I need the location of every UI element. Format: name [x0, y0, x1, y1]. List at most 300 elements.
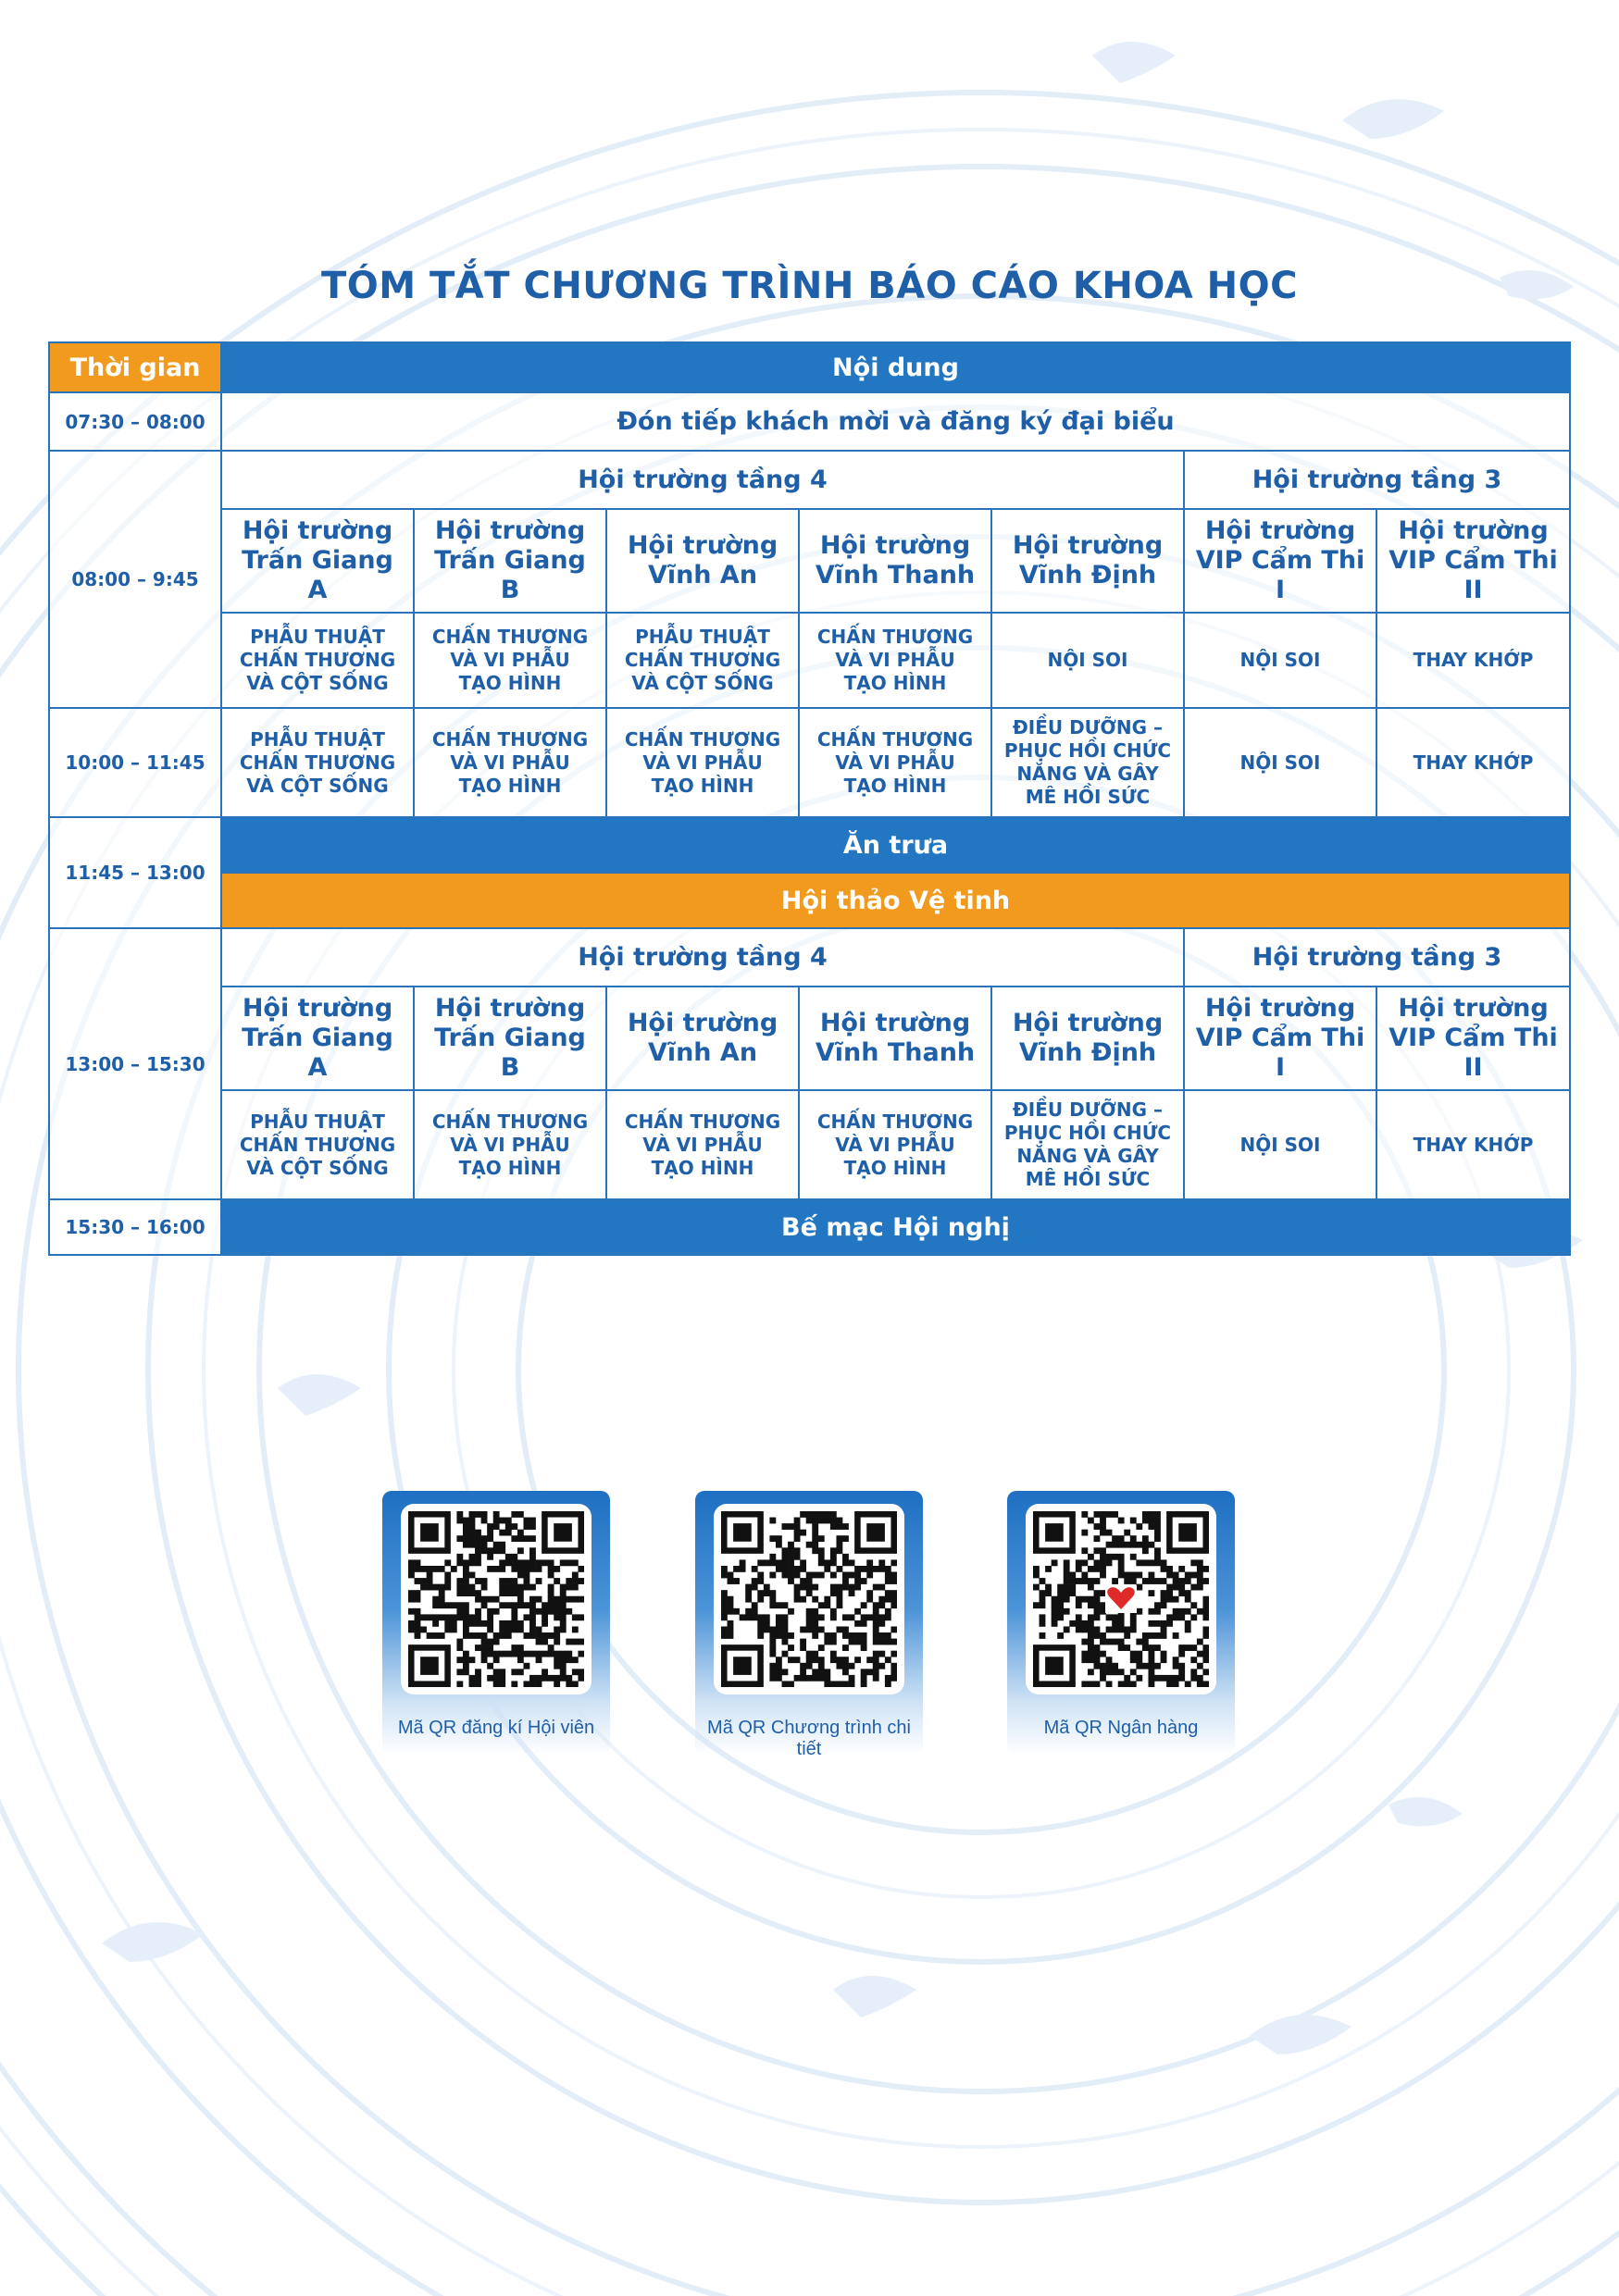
qr-module: [481, 1651, 488, 1657]
qr-module: [1057, 1590, 1064, 1596]
qr-module: [824, 1632, 830, 1639]
qr-module: [1161, 1596, 1167, 1603]
qr-module: [1094, 1608, 1101, 1615]
qr-module: [836, 1602, 842, 1608]
qr-module: [475, 1547, 481, 1554]
qr-module: [572, 1572, 579, 1579]
qr-module: [511, 1578, 517, 1584]
qr-module: [432, 1632, 439, 1639]
qr-module: [812, 1584, 818, 1591]
qr-module: [505, 1518, 512, 1524]
qr-module: [769, 1663, 776, 1669]
qr-module: [463, 1535, 469, 1542]
closing-banner: Bế mạc Hội nghị: [221, 1199, 1570, 1255]
qr-module: [1106, 1511, 1113, 1518]
qr-module: [1142, 1535, 1149, 1542]
qr-module: [493, 1675, 500, 1682]
qr-module: [721, 1596, 728, 1603]
topic-cell: PHẪU THUẬT CHẤN THƯƠNG VÀ CỘT SỐNG: [221, 613, 414, 708]
qr-module: [842, 1535, 849, 1542]
qr-module: [1106, 1614, 1113, 1620]
qr-module: [1178, 1644, 1185, 1651]
qr-module: [1166, 1584, 1173, 1591]
qr-module: [830, 1651, 837, 1657]
qr-module: [1106, 1681, 1113, 1687]
qr-module: [1081, 1681, 1088, 1687]
qr-card-membership[interactable]: [382, 1491, 610, 1755]
qr-module: [487, 1535, 493, 1542]
qr-module: [463, 1518, 469, 1524]
qr-module: [776, 1602, 782, 1608]
qr-module: [1202, 1632, 1209, 1639]
qr-module: [463, 1632, 469, 1639]
topic-cell: NỘI SOI: [1184, 1090, 1376, 1199]
qr-module: [523, 1566, 529, 1572]
qr-module: [523, 1614, 529, 1620]
qr-module: [1154, 1663, 1161, 1669]
qr-module: [487, 1644, 493, 1651]
qr-module: [861, 1566, 867, 1572]
hall-name: Hội trường Vĩnh An: [606, 509, 799, 613]
qr-module: [812, 1632, 818, 1639]
qr-module: [529, 1547, 536, 1554]
qr-module: [794, 1518, 801, 1524]
qr-module: [523, 1523, 529, 1530]
qr-module: [536, 1559, 542, 1566]
qr-module: [1148, 1669, 1154, 1675]
qr-module: [542, 1602, 548, 1608]
hall-row: [49, 987, 1570, 1090]
qr-module: [1064, 1596, 1070, 1603]
qr-module: [1076, 1566, 1082, 1572]
qr-module: [439, 1596, 445, 1603]
qr-module: [788, 1554, 794, 1560]
content-column-header: Nội dung: [221, 342, 1570, 392]
qr-module: [782, 1681, 789, 1687]
qr-module: [812, 1535, 818, 1542]
qr-module: [849, 1675, 855, 1682]
qr-module: [469, 1572, 476, 1579]
qr-module: [818, 1626, 825, 1632]
qr-module: [487, 1608, 493, 1615]
qr-module: [487, 1651, 493, 1657]
hall-name: Hội trường Trấn Giang A: [221, 509, 414, 613]
qr-module: [1148, 1663, 1154, 1669]
qr-module: [830, 1632, 837, 1639]
qr-module: [757, 1572, 764, 1579]
qr-module: [463, 1566, 469, 1572]
qr-module: [1088, 1578, 1094, 1584]
qr-module: [487, 1566, 493, 1572]
qr-module: [1136, 1584, 1142, 1591]
qr-module: [566, 1651, 572, 1657]
qr-module: [566, 1578, 572, 1584]
qr-module: [1094, 1626, 1101, 1632]
qr-module: [1088, 1626, 1094, 1632]
qr-module: [517, 1620, 524, 1627]
qr-module: [1190, 1644, 1197, 1651]
qr-module: [764, 1590, 770, 1596]
qr-module: [566, 1681, 572, 1687]
qr-module: [788, 1608, 794, 1615]
qr-module: [493, 1547, 500, 1554]
qr-module: [1045, 1566, 1052, 1572]
qr-module: [1094, 1657, 1101, 1663]
qr-module: [806, 1572, 813, 1579]
qr-module: [806, 1578, 813, 1584]
qr-module: [505, 1626, 512, 1632]
qr-module: [523, 1584, 529, 1591]
topic-cell: PHẪU THUẬT CHẤN THƯƠNG VÀ CỘT SỐNG: [606, 613, 799, 708]
qr-module: [788, 1542, 794, 1548]
qr-module: [1161, 1651, 1167, 1657]
qr-module: [511, 1584, 517, 1591]
qr-module: [536, 1626, 542, 1632]
qr-module: [849, 1663, 855, 1669]
qr-card-bank[interactable]: [1007, 1491, 1235, 1755]
qr-module: [1094, 1590, 1101, 1596]
qr-module: [578, 1675, 584, 1682]
qr-module: [463, 1608, 469, 1615]
qr-module: [1112, 1511, 1118, 1518]
qr-module: [1173, 1608, 1179, 1615]
qr-module: [529, 1614, 536, 1620]
qr-module: [800, 1566, 806, 1572]
qr-module: [1069, 1584, 1076, 1591]
qr-module: [830, 1547, 837, 1554]
qr-module: [554, 1639, 560, 1645]
qr-module: [721, 1602, 728, 1608]
qr-code-icon: [1033, 1511, 1209, 1687]
topic-cell: THAY KHỚP: [1376, 708, 1570, 817]
qr-module: [1057, 1608, 1064, 1615]
qr-module: [505, 1584, 512, 1591]
qr-module: [481, 1644, 488, 1651]
qr-module: [806, 1584, 813, 1591]
qr-module: [560, 1602, 567, 1608]
qr-module: [752, 1584, 758, 1591]
qr-module: [529, 1602, 536, 1608]
qr-module: [1064, 1578, 1070, 1584]
qr-module: [818, 1511, 825, 1518]
qr-module: [1118, 1572, 1125, 1579]
qr-module: [1166, 1572, 1173, 1579]
qr-module: [764, 1584, 770, 1591]
qr-module: [444, 1626, 451, 1632]
qr-card-program[interactable]: [695, 1491, 923, 1759]
qr-module: [890, 1675, 897, 1682]
qr-module: [842, 1663, 849, 1669]
qr-module: [830, 1681, 837, 1687]
qr-module: [1094, 1614, 1101, 1620]
qr-module: [1106, 1554, 1113, 1560]
qr-module: [866, 1559, 873, 1566]
qr-module: [1142, 1542, 1149, 1548]
qr-module: [1197, 1572, 1203, 1579]
qr-module: [469, 1620, 476, 1627]
qr-module: [806, 1590, 813, 1596]
qr-module: [475, 1590, 481, 1596]
qr-module: [1112, 1614, 1118, 1620]
qr-module: [408, 1566, 415, 1572]
qr-module: [782, 1620, 789, 1627]
qr-module: [728, 1572, 734, 1579]
qr-finder-core: [1045, 1657, 1064, 1675]
qr-module: [1081, 1639, 1088, 1645]
qr-module: [1076, 1626, 1082, 1632]
qr-module: [818, 1518, 825, 1524]
qr-module: [824, 1511, 830, 1518]
qr-module: [1173, 1614, 1179, 1620]
qr-module: [420, 1566, 427, 1572]
qr-finder-core: [420, 1523, 439, 1542]
qr-module: [1040, 1596, 1046, 1603]
qr-module: [1202, 1602, 1209, 1608]
qr-module: [1069, 1620, 1076, 1627]
page-title: TÓM TẮT CHƯƠNG TRÌNH BÁO CÁO KHOA HỌC: [321, 265, 1298, 307]
qr-module: [1088, 1596, 1094, 1603]
qr-module: [536, 1632, 542, 1639]
qr-module: [548, 1559, 554, 1566]
qr-module: [1197, 1608, 1203, 1615]
qr-module: [836, 1681, 842, 1687]
qr-module: [529, 1620, 536, 1627]
qr-module: [572, 1657, 579, 1663]
qr-module: [824, 1596, 830, 1603]
qr-module: [1057, 1596, 1064, 1603]
qr-module: [800, 1584, 806, 1591]
qr-module: [1064, 1559, 1070, 1566]
qr-module: [818, 1547, 825, 1554]
qr-module: [475, 1596, 481, 1603]
qr-module: [1118, 1639, 1125, 1645]
qr-module: [1202, 1669, 1209, 1675]
qr-module: [1081, 1530, 1088, 1536]
qr-module: [842, 1578, 849, 1584]
qr-module: [788, 1559, 794, 1566]
qr-finder-core: [866, 1523, 885, 1542]
qr-module: [776, 1620, 782, 1627]
qr-module: [456, 1535, 463, 1542]
qr-module: [475, 1578, 481, 1584]
qr-module: [1076, 1614, 1082, 1620]
qr-module: [769, 1651, 776, 1657]
qr-module: [1197, 1578, 1203, 1584]
qr-module: [818, 1554, 825, 1560]
qr-module: [554, 1681, 560, 1687]
qr-module: [1057, 1632, 1064, 1639]
qr-module: [745, 1590, 752, 1596]
qr-module: [1052, 1596, 1058, 1603]
qr-module: [818, 1644, 825, 1651]
qr-module: [1197, 1639, 1203, 1645]
qr-module: [1112, 1554, 1118, 1560]
qr-module: [752, 1614, 758, 1620]
hall-name: Hội trường Vĩnh Định: [991, 987, 1184, 1090]
qr-module: [511, 1523, 517, 1530]
qr-module: [824, 1675, 830, 1682]
qr-module: [1154, 1554, 1161, 1560]
qr-module: [885, 1639, 891, 1645]
qr-module: [782, 1639, 789, 1645]
qr-module: [572, 1639, 579, 1645]
qr-label: Mã QR Chương trình chi tiết: [707, 1718, 911, 1759]
qr-module: [1185, 1578, 1191, 1584]
qr-module: [554, 1651, 560, 1657]
qr-module: [849, 1572, 855, 1579]
qr-module: [1202, 1566, 1209, 1572]
qr-module: [408, 1572, 415, 1579]
qr-module: [1185, 1644, 1191, 1651]
qr-module: [878, 1620, 885, 1627]
qr-module: [812, 1626, 818, 1632]
time-cell: 10:00 – 11:45: [49, 708, 221, 817]
qr-module: [463, 1620, 469, 1627]
qr-module: [830, 1518, 837, 1524]
qr-module: [469, 1590, 476, 1596]
qr-module: [776, 1542, 782, 1548]
qr-module: [572, 1584, 579, 1591]
topic-cell: CHẤN THƯƠNG VÀ VI PHẪU TẠO HÌNH: [414, 1090, 606, 1199]
qr-module: [511, 1590, 517, 1596]
qr-module: [1161, 1602, 1167, 1608]
qr-module: [1081, 1578, 1088, 1584]
qr-module: [529, 1675, 536, 1682]
qr-module: [776, 1632, 782, 1639]
qr-module: [566, 1608, 572, 1615]
qr-module: [1130, 1535, 1137, 1542]
qr-module: [493, 1681, 500, 1687]
qr-module: [1136, 1608, 1142, 1615]
qr-module: [782, 1523, 789, 1530]
qr-module: [523, 1578, 529, 1584]
qr-module: [1197, 1559, 1203, 1566]
qr-module: [1154, 1644, 1161, 1651]
qr-module: [1166, 1596, 1173, 1603]
qr-module: [1094, 1535, 1101, 1542]
qr-module: [854, 1572, 861, 1579]
qr-module: [475, 1542, 481, 1548]
qr-module: [511, 1651, 517, 1657]
qr-module: [1094, 1559, 1101, 1566]
qr-module: [578, 1639, 584, 1645]
qr-module: [757, 1578, 764, 1584]
qr-module: [542, 1614, 548, 1620]
qr-module: [456, 1518, 463, 1524]
qr-module: [415, 1590, 421, 1596]
qr-module: [566, 1559, 572, 1566]
qr-module: [456, 1644, 463, 1651]
qr-module: [554, 1602, 560, 1608]
qr-module: [1148, 1657, 1154, 1663]
qr-module: [1148, 1620, 1154, 1627]
qr-module: [469, 1542, 476, 1548]
qr-module: [830, 1554, 837, 1560]
qr-module: [517, 1644, 524, 1651]
qr-module: [885, 1675, 891, 1682]
topic-row: [49, 1090, 1570, 1199]
qr-module: [782, 1554, 789, 1560]
hall-name: Hội trường Trấn Giang A: [221, 987, 414, 1090]
qr-module: [536, 1681, 542, 1687]
qr-module: [1124, 1578, 1130, 1584]
qr-module: [560, 1657, 567, 1663]
qr-module: [861, 1639, 867, 1645]
qr-module: [1100, 1675, 1106, 1682]
qr-module: [469, 1657, 476, 1663]
qr-module: [499, 1547, 505, 1554]
qr-module: [769, 1554, 776, 1560]
qr-module: [1178, 1608, 1185, 1615]
qr-module: [517, 1559, 524, 1566]
qr-module: [1081, 1511, 1088, 1518]
qr-module: [1185, 1572, 1191, 1579]
qr-module: [432, 1614, 439, 1620]
qr-module: [873, 1584, 879, 1591]
qr-module: [830, 1608, 837, 1615]
qr-module: [420, 1626, 427, 1632]
qr-module: [1136, 1675, 1142, 1682]
qr-module: [1142, 1559, 1149, 1566]
qr-module: [1088, 1632, 1094, 1639]
qr-module: [890, 1596, 897, 1603]
qr-module: [408, 1626, 415, 1632]
qr-module: [463, 1669, 469, 1675]
qr-module: [866, 1614, 873, 1620]
qr-module: [505, 1523, 512, 1530]
qr-module: [529, 1523, 536, 1530]
qr-module: [511, 1681, 517, 1687]
qr-module: [1118, 1644, 1125, 1651]
qr-module: [878, 1663, 885, 1669]
qr-module: [1178, 1590, 1185, 1596]
qr-module: [812, 1675, 818, 1682]
qr-module: [548, 1644, 554, 1651]
qr-module: [475, 1535, 481, 1542]
qr-module: [444, 1614, 451, 1620]
qr-module: [542, 1608, 548, 1615]
time-cell: 15:30 – 16:00: [49, 1199, 221, 1255]
qr-module: [890, 1626, 897, 1632]
qr-module: [1161, 1632, 1167, 1639]
qr-module: [728, 1626, 734, 1632]
topic-cell: NỘI SOI: [1184, 613, 1376, 708]
qr-module: [842, 1559, 849, 1566]
qr-module: [554, 1626, 560, 1632]
hall-name: Hội trường VIP Cẩm Thi I: [1184, 987, 1376, 1090]
qr-module: [1161, 1620, 1167, 1627]
qr-module: [1106, 1657, 1113, 1663]
qr-module: [554, 1566, 560, 1572]
satellite-banner: Hội thảo Vệ tinh: [221, 873, 1570, 928]
qr-module: [560, 1620, 567, 1627]
qr-module: [1040, 1620, 1046, 1627]
qr-module: [469, 1523, 476, 1530]
qr-module: [818, 1559, 825, 1566]
qr-module: [885, 1566, 891, 1572]
qr-module: [536, 1608, 542, 1615]
qr-module: [456, 1584, 463, 1591]
qr-module: [1076, 1578, 1082, 1584]
qr-module: [456, 1554, 463, 1560]
qr-module: [842, 1614, 849, 1620]
qr-module: [1148, 1572, 1154, 1579]
qr-module: [885, 1681, 891, 1687]
qr-module: [1161, 1578, 1167, 1584]
qr-module: [415, 1620, 421, 1627]
qr-module: [890, 1602, 897, 1608]
qr-module: [463, 1663, 469, 1669]
